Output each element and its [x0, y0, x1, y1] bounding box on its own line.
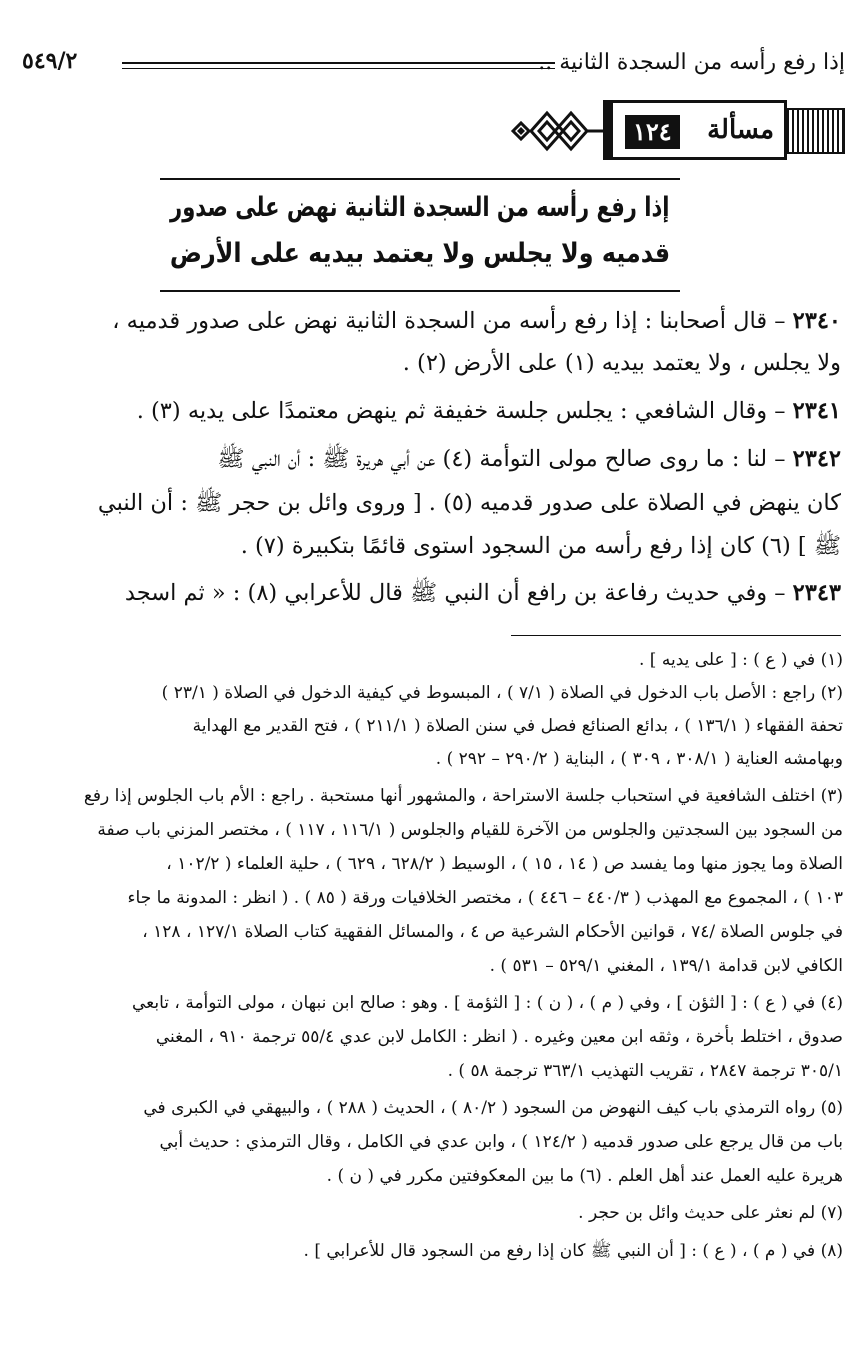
- footnote-line: (٨) في ( م ) ، ( ع ) : [ أن النبي ﷺ كان إذا رفع من السجود قال للأعرابي ] .: [303, 1241, 843, 1261]
- footnote-line: (٤) في ( ع ) : [ الثؤن ] ، وفي ( م ) ، ( ن ) : [ الثؤمة ] . وهو : صالح ابن نبهان ، مولى التوأمة ، تابعي: [132, 993, 843, 1013]
- footnote-line: (٣) اختلف الشافعية في استحباب جلسة الاستراحة ، والمشهور أنها مستحبة . راجع : الأم باب الجلوس إذا رفع: [83, 786, 843, 806]
- hatch-pattern: [785, 108, 845, 154]
- paragraph-number: ٢٣٤١: [792, 398, 841, 424]
- footnote-line: الكافي لابن قدامة ١٣٩/١ ، المغني ٥٢٩/١ – ٥٣١ ) .: [489, 956, 843, 976]
- footnote-line: ٣٠٥/١ ترجمة ٢٨٤٧ ، تقريب التهذيب ٣٦٣/١ ترجمة ٥٨ ) .: [447, 1061, 843, 1081]
- footnote-line: من السجود بين السجدتين والجلوس من الآخرة للقيام والجلوس ( ١١٦/١ ، ١١٧ ) ، مختصر المزني باب صفة: [97, 820, 843, 840]
- footnote-line: في جلوس الصلاة /٧٤ ، قوانين الأحكام الشرعية ص ٤ ، والمسائل الفقهية كتاب الصلاة ١٢٧/١ ، ١٢٨ ،: [142, 922, 843, 942]
- page-number: ٥٤٩/٢: [22, 48, 78, 74]
- footnote-line: ١٠٣ ) ، المجموع مع المهذب ( ٤٤٠/٣ – ٤٤٦ ) ، مختصر الخلافيات ورقة ( ٨٥ ) . ( انظر : المدونة ما جاء: [127, 888, 843, 908]
- paragraph-line: كان ينهض في الصلاة على صدور قدميه (٥) . [ وروى وائل بن حجر ﷺ : أن النبي: [97, 490, 841, 516]
- running-header: [22, 44, 845, 84]
- header-rule: [122, 62, 555, 69]
- footnote-line: (١) في ( ع ) : [ على يديه ] .: [639, 650, 843, 670]
- running-title: إذا رفع رأسه من السجدة الثانية ..: [538, 50, 845, 75]
- ornament-icon: [505, 103, 609, 159]
- footnote-line: (٧) لم نعثر على حديث وائل بن حجر .: [578, 1203, 843, 1223]
- paragraph-line: ٢٣٤٢ – لنا : ما روى صالح مولى التوأمة (٤) عن أبي هريرة ﷺ : أن النبي ﷺ: [217, 446, 841, 472]
- footnote-rule: [511, 635, 841, 636]
- title-line-2: قدميه ولا يجلس ولا يعتمد بيديه على الأرض: [169, 238, 670, 269]
- footnote-line: باب من قال يرجع على صدور قدميه ( ١٢٤/٢ ) ، وابن عدي في الكامل ، وقال الترمذي : حديث أبي: [159, 1132, 843, 1152]
- footnote-line: الصلاة وما يجوز منها وما يفسد ص ( ١٤ ، ١٥ ) ، الوسيط ( ٦٢٨/٢ ، ٦٢٩ ) ، حلية العلماء ( ١٠٢/٢ ،: [166, 854, 843, 874]
- paragraph-line: ٢٣٤١ – وقال الشافعي : يجلس جلسة خفيفة ثم ينهض معتمدًا على يديه (٣) .: [136, 398, 841, 424]
- issue-title: [160, 178, 680, 292]
- masala-number: ١٢٤: [625, 115, 680, 149]
- masala-box: [603, 100, 787, 160]
- footnote-line: (٢) راجع : الأصل باب الدخول في الصلاة ( ٧/١ ) ، المبسوط في كيفية الدخول في الصلاة ( ٢٣/١ ): [161, 683, 843, 703]
- masala-label: مسألة: [707, 115, 774, 145]
- paragraph-line: ولا يجلس ، ولا يعتمد بيديه (١) على الأرض (٢) .: [402, 350, 841, 376]
- paragraph-line: ٢٣٤٠ – قال أصحابنا : إذا رفع رأسه من السجدة الثانية نهض على صدور قدميه ،: [112, 308, 841, 334]
- masala-banner: [505, 100, 845, 162]
- footnote-line: وبهامشه العناية ( ٣٠٨/١ ، ٣٠٩ ) ، البناية ( ٢٩٠/٢ – ٢٩٢ ) .: [435, 749, 843, 769]
- paragraph-number: ٢٣٤٠: [792, 308, 841, 334]
- footnote-line: هريرة عليه العمل عند أهل العلم . (٦) ما بين المعكوفتين مكرر في ( ن ) .: [326, 1166, 843, 1186]
- footnote-line: تحفة الفقهاء ( ١٣٦/١ ) ، بدائع الصنائع فصل في سنن الصلاة ( ٢١١/١ ) ، فتح القدير مع الهداية: [192, 716, 843, 736]
- title-line-1: إذا رفع رأسه من السجدة الثانية نهض على صدور: [170, 192, 670, 223]
- paragraph-line: ٢٣٤٣ – وفي حديث رفاعة بن رافع أن النبي ﷺ قال للأعرابي (٨) : « ثم اسجد: [124, 580, 841, 606]
- footnote-line: صدوق ، اختلط بأخرة ، وثقه ابن معين وغيره . ( انظر : الكامل لابن عدي ٥٥/٤ ترجمة ٩١٠ ، المغني: [155, 1027, 843, 1047]
- paragraph-number: ٢٣٤٣: [792, 580, 841, 606]
- footnote-line: (٥) رواه الترمذي باب كيف النهوض من السجود ( ٨٠/٢ ) ، الحديث ( ٢٨٨ ) ، والبيهقي في الكبرى في: [143, 1098, 843, 1118]
- paragraph-line: ﷺ ] (٦) كان إذا رفع رأسه من السجود استوى قائمًا بتكبيرة (٧) .: [240, 533, 841, 559]
- paragraph-number: ٢٣٤٢: [792, 446, 841, 472]
